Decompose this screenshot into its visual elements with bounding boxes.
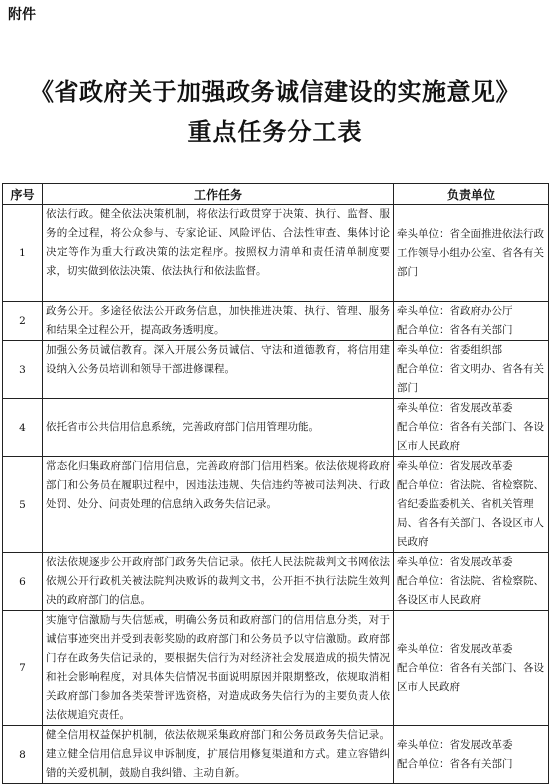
row-task: 常态化归集政府部门信用信息，完善政府部门信用档案。依法依规将政府部门和公务员在履职过程中，因违法违规、失信违约等被司法判决、行政处罚、处分、问责处理的信息纳入政务失信记录。 bbox=[43, 457, 394, 553]
table-row bbox=[3, 341, 549, 399]
row-number: 7 bbox=[3, 611, 43, 726]
attachment-label: 附件 bbox=[8, 7, 36, 23]
row-task: 实施守信激励与失信惩戒，明确公务员和政府部门的信用信息分类，对于诚信事迹突出并受到表彰奖励的政府部门和公务员予以守信激励。政府部门存在政务失信记录的，要根据失信行为对经济社会发展造成的损失情况和社会影响程度，对具体失信情况书面说明原因并限期整改，依规取消相关政府部门参加各类荣誉评选资格，对造成政务失信行为的主要负责人依法依规追究责任。 bbox=[43, 611, 394, 726]
unit-line: 配合单位：省法院、省检察院、省纪委监委机关、省机关管理局、省各有关部门、各设区市人民政府 bbox=[397, 479, 544, 548]
table-row bbox=[3, 399, 549, 457]
document-title: 《省政府关于加强政务诚信建设的实施意见》 bbox=[30, 77, 520, 106]
row-number: 8 bbox=[3, 726, 43, 784]
unit-line: 配合单位：省法院、省检察院、各设区市人民政府 bbox=[397, 575, 544, 606]
row-unit bbox=[394, 726, 549, 784]
unit-line: 配合单位：省各有关部门、各设区市人民政府 bbox=[397, 661, 544, 693]
unit-line: 配合单位：省各有关部门、各设区市人民政府 bbox=[397, 421, 544, 452]
unit-line: 配合单位：省各有关部门 bbox=[397, 757, 513, 770]
unit-line: 配合单位：省各有关部门 bbox=[397, 324, 513, 336]
row-task: 依法依规逐步公开政府部门政务失信记录。依托人民法院裁判文书网依法依规公开行政机关被法院判决败诉的裁判文书，公开拒不执行法院生效判决的政府部门的信息。 bbox=[43, 553, 394, 611]
table-row bbox=[3, 726, 549, 784]
task-table bbox=[2, 183, 549, 784]
table-row bbox=[3, 611, 549, 726]
unit-line: 牵头单位：省发展改革委 bbox=[397, 738, 513, 751]
row-task: 政务公开。多途径依法公开政务信息，加快推进决策、执行、管理、服务和结果全过程公开，提高政务透明度。 bbox=[43, 302, 394, 341]
unit-line: 牵头单位：省全面推进依法行政工作领导小组办公室、省各有关部门 bbox=[397, 227, 544, 278]
row-unit bbox=[394, 553, 549, 611]
header-task: 工作任务 bbox=[43, 184, 394, 205]
table-row bbox=[3, 553, 549, 611]
row-task: 健全信用权益保护机制，依法依规采集政府部门和公务员政务失信记录。建立健全信用信息异议申诉制度，扩展信用修复渠道和方式。建立容错纠错的关爱机制，鼓励自我纠错、主动自新。 bbox=[43, 726, 394, 784]
document-subtitle: 重点任务分工表 bbox=[187, 117, 363, 146]
row-task: 加强公务员诚信教育。深入开展公务员诚信、守法和道德教育，将信用建设纳入公务员培训和领导干部进修课程。 bbox=[43, 341, 394, 399]
row-number: 3 bbox=[3, 341, 43, 399]
table-row bbox=[3, 205, 549, 302]
table-header-row bbox=[3, 184, 549, 205]
row-task: 依托省市公共信用信息系统，完善政府部门信用管理功能。 bbox=[43, 399, 394, 457]
unit-line: 配合单位：省文明办、省各有关部门 bbox=[397, 363, 544, 394]
header-number: 序号 bbox=[3, 184, 43, 205]
table-row bbox=[3, 302, 549, 341]
unit-line: 牵头单位：省发展改革委 bbox=[397, 460, 513, 472]
row-task: 依法行政。健全依法决策机制，将依法行政贯穿于决策、执行、监督、服务的全过程，将公众参与、专家论证、风险评估、合法性审查、集体讨论决定等作为重大行政决策的法定程序。按照权力清单和责任清单制度要求，切实做到依法决策、依法执行和依法监督。 bbox=[43, 205, 394, 302]
row-unit bbox=[394, 457, 549, 553]
unit-line: 牵头单位：省发展改革委 bbox=[397, 556, 513, 568]
unit-line: 牵头单位：省发展改革委 bbox=[397, 642, 513, 655]
row-unit bbox=[394, 302, 549, 341]
row-unit bbox=[394, 205, 549, 302]
row-number: 4 bbox=[3, 399, 43, 457]
table-row bbox=[3, 457, 549, 553]
row-unit bbox=[394, 341, 549, 399]
unit-line: 牵头单位：省政府办公厅 bbox=[397, 305, 513, 317]
header-unit: 负责单位 bbox=[394, 184, 549, 205]
row-number: 2 bbox=[3, 302, 43, 341]
row-number: 5 bbox=[3, 457, 43, 553]
unit-line: 牵头单位：省发展改革委 bbox=[397, 402, 513, 414]
row-unit bbox=[394, 399, 549, 457]
row-number: 6 bbox=[3, 553, 43, 611]
row-unit bbox=[394, 611, 549, 726]
row-number: 1 bbox=[3, 205, 43, 302]
unit-line: 牵头单位：省委组织部 bbox=[397, 344, 502, 356]
